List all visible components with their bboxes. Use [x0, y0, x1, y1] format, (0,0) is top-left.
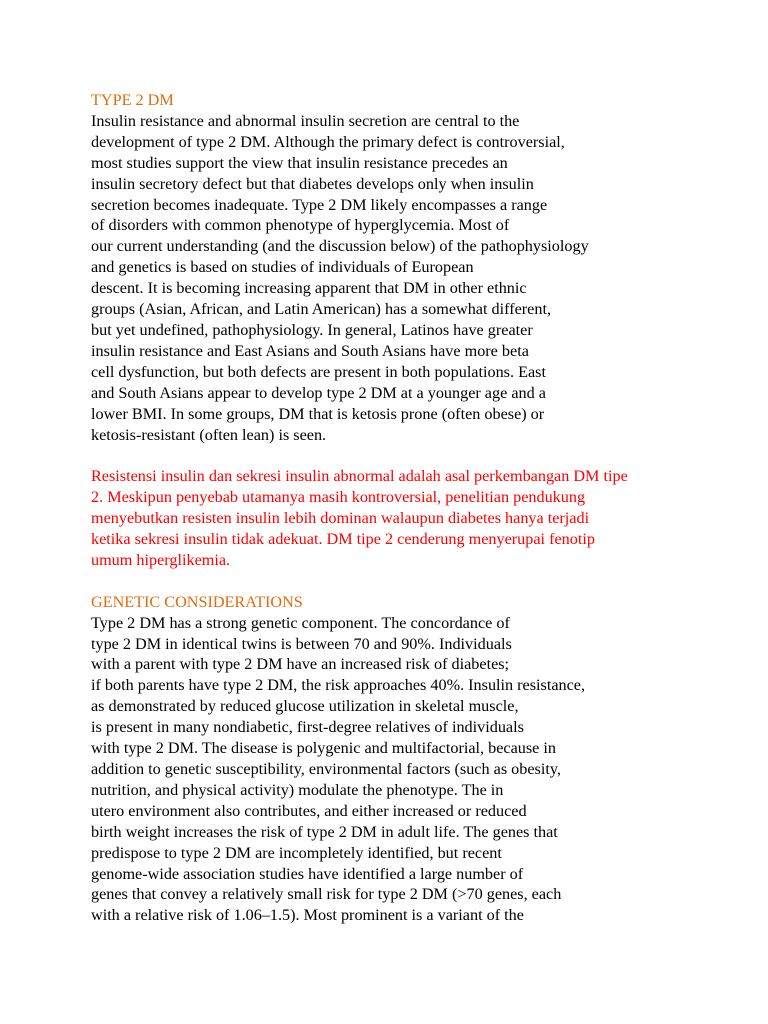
text-line: Resistensi insulin dan sekresi insulin abnormal adalah asal perkembangan DM tipe [91, 467, 628, 486]
text-line: with a parent with type 2 DM have an increased risk of diabetes; [91, 655, 510, 674]
text-line: as demonstrated by reduced glucose utilization in skeletal muscle, [91, 697, 519, 716]
text-line: addition to genetic susceptibility, environmental factors (such as obesity, [91, 759, 561, 778]
text-line: development of type 2 DM. Although the primary defect is controversial, [91, 132, 565, 151]
text-line: genes that convey a relatively small risk for type 2 DM (>70 genes, each [91, 885, 562, 904]
text-line: insulin secretory defect but that diabetes develops only when insulin [91, 174, 534, 193]
text-line: groups (Asian, African, and Latin American) has a somewhat different, [91, 300, 551, 319]
text-line: nutrition, and physical activity) modulate the phenotype. The in [91, 780, 504, 799]
text-line: cell dysfunction, but both defects are present in both populations. East [91, 362, 546, 381]
text-line: Type 2 DM has a strong genetic component. The concordance of [91, 613, 510, 632]
text-line: but yet undefined, pathophysiology. In general, Latinos have greater [91, 320, 533, 339]
text-line: our current understanding (and the discussion below) of the pathophysiology [91, 237, 589, 256]
text-line: with type 2 DM. The disease is polygenic and multifactorial, because in [91, 739, 556, 758]
text-line: if both parents have type 2 DM, the risk approaches 40%. Insulin resistance, [91, 676, 586, 695]
paragraph-genetic-considerations [91, 613, 691, 927]
text-line: most studies support the view that insulin resistance precedes an [91, 153, 508, 172]
text-line: with a relative risk of 1.06–1.5). Most prominent is a variant of the [91, 906, 524, 925]
text-line: ketika sekresi insulin tidak adekuat. DM tipe 2 cenderung menyerupai fenotip [91, 530, 595, 549]
text-line: descent. It is becoming increasing apparent that DM in other ethnic [91, 279, 527, 298]
text-line: umum hiperglikemia. [91, 550, 231, 569]
text-line: utero environment also contributes, and either increased or reduced [91, 801, 527, 820]
document-content [91, 90, 691, 926]
paragraph-spacer [91, 445, 691, 466]
text-line: of disorders with common phenotype of hyperglycemia. Most of [91, 216, 510, 235]
text-line: 2. Meskipun penyebab utamanya masih kontroversial, penelitian pendukung [91, 488, 586, 507]
text-line: genome-wide association studies have identified a large number of [91, 864, 524, 883]
paragraph-translation [91, 466, 691, 571]
text-line: and South Asians appear to develop type 2 DM at a younger age and a [91, 383, 546, 402]
text-line: insulin resistance and East Asians and South Asians have more beta [91, 341, 529, 360]
text-line: menyebutkan resisten insulin lebih dominan walaupun diabetes hanya terjadi [91, 509, 590, 528]
section-heading-type2dm: TYPE 2 DM [91, 91, 174, 109]
text-line: type 2 DM in identical twins is between 70 and 90%. Individuals [91, 634, 512, 653]
text-line: birth weight increases the risk of type 2 DM in adult life. The genes that [91, 822, 558, 841]
paragraph-spacer [91, 571, 691, 592]
text-line: predispose to type 2 DM are incompletely identified, but recent [91, 843, 502, 862]
paragraph-type2dm [91, 111, 691, 446]
text-line: is present in many nondiabetic, first-degree relatives of individuals [91, 718, 524, 737]
text-line: Insulin resistance and abnormal insulin secretion are central to the [91, 111, 520, 130]
text-line: lower BMI. In some groups, DM that is ketosis prone (often obese) or [91, 404, 545, 423]
text-line: ketosis-resistant (often lean) is seen. [91, 425, 327, 444]
text-line: secretion becomes inadequate. Type 2 DM likely encompasses a range [91, 195, 548, 214]
text-line: and genetics is based on studies of individuals of European [91, 258, 474, 277]
section-heading-genetic-considerations: GENETIC CONSIDERATIONS [91, 592, 303, 611]
